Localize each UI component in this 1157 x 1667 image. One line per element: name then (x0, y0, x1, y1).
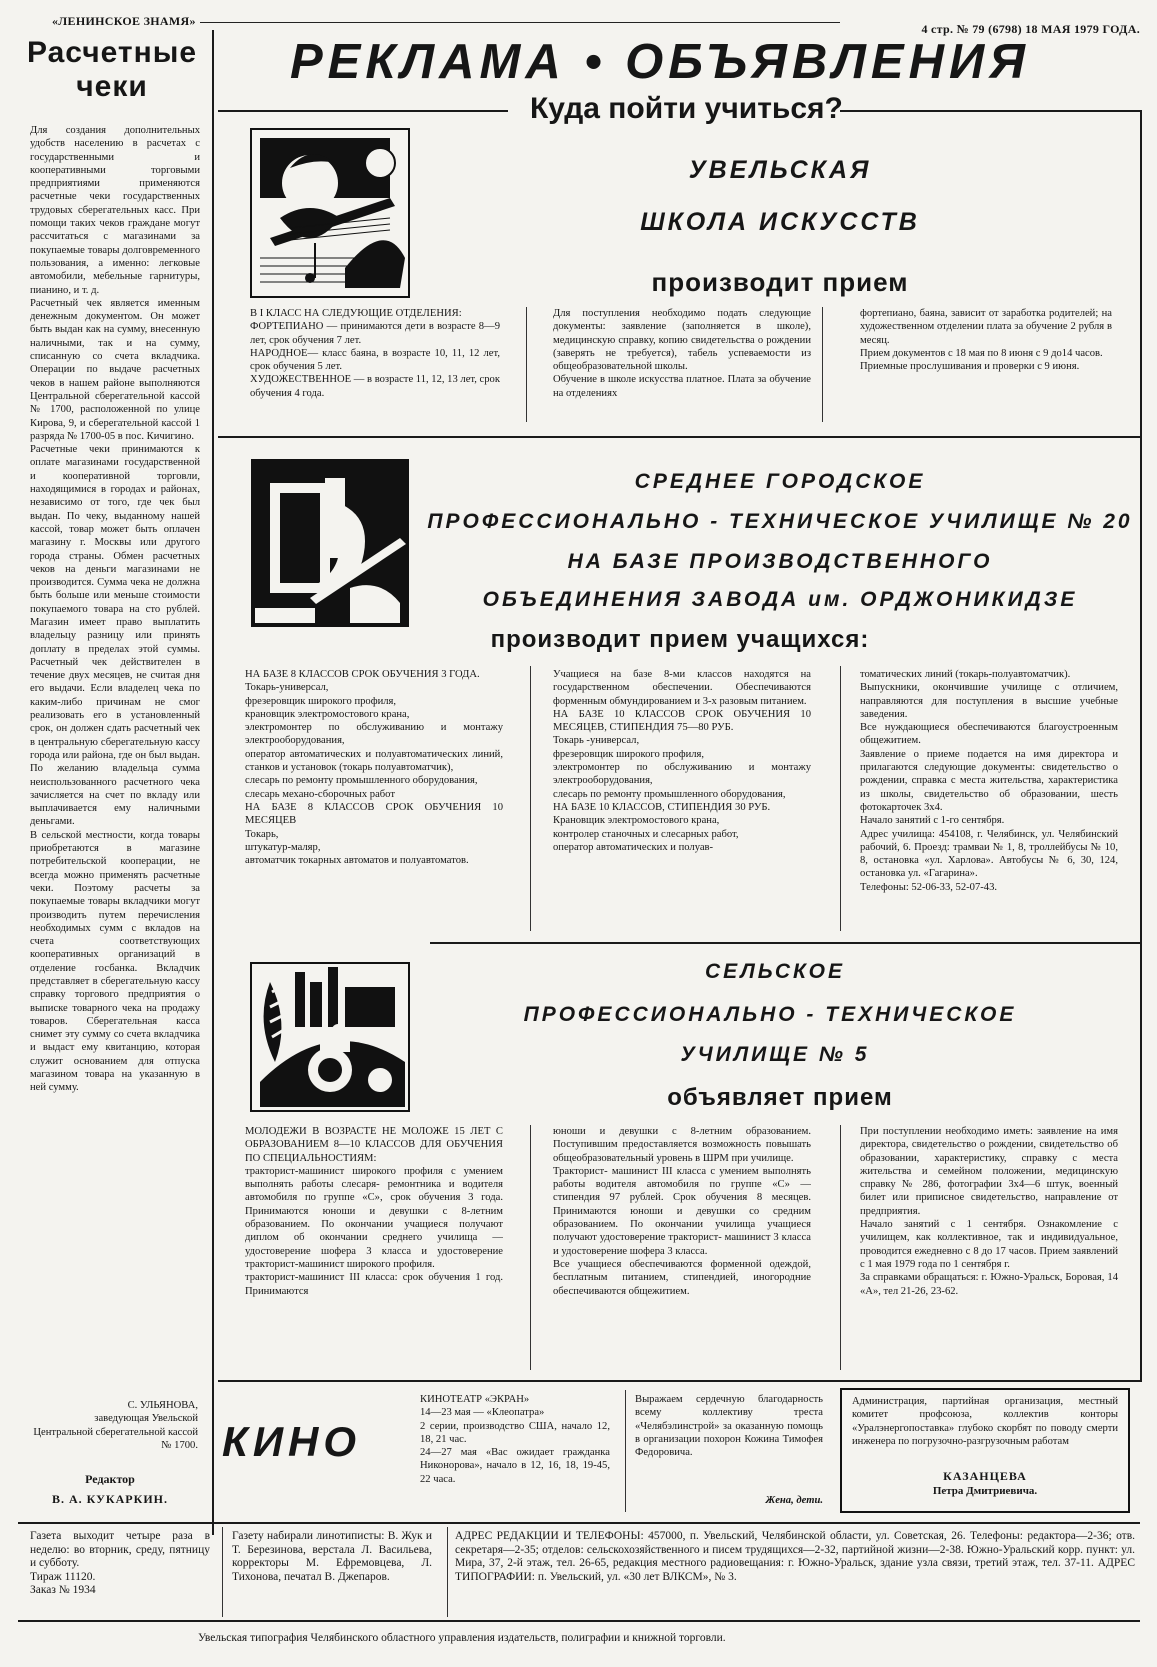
footer-divider-2 (447, 1527, 448, 1617)
art-school-col1: В I КЛАСС НА СЛЕДУЮЩИЕ ОТДЕЛЕНИЯ: ФОРТЕПИАНО — принимаются дети в возрасте 8—9 лет, срок обучения 7 лет. НАРОДНОЕ— класс баяна, в возрасте 10, 11, 12 лет, срок обучения 5 лет. ХУДОЖЕСТВЕННОЕ — в возрасте 11, 12, 13 лет, срок обучения 4 года. (250, 308, 500, 399)
art-school-col3: фортепиано, баяна, зависит от заработка родителей; на художественном отделении плата за обучение 2 рубля в месяц. Прием документов с 18 мая по 8 июня с 9 до14 часов. Приемные прослушивания и проверки с 9 июня. (860, 308, 1112, 373)
rural-school-line2: ПРОФЕССИОНАЛЬНО - ТЕХНИЧЕСКОЕ (523, 1003, 1017, 1026)
condolence-fullname: Петра Дмитриевича. (932, 1485, 1038, 1497)
art-col-divider-2 (822, 307, 823, 422)
condolence-text: Администрация, партийная организация, местный комитет профсоюза, коллектив конторы «Уралэнергопоставка» глубоко скорбят по поводу смерти инженера по погрузочно-разгрузочным работам (852, 1396, 1118, 1447)
column-divider (212, 30, 214, 1535)
city-school-col1: НА БАЗЕ 8 КЛАССОВ СРОК ОБУЧЕНИЯ 3 ГОДА. Токарь-универсал, фрезеровщик широкого профиля, крановщик электромостового крана, электромонтер по обслуживанию и монтажу электрооборудования, оператор автоматических и полуавтоматических линий, станков и установок (токарь полуавтоматчик), слесарь по ремонту промышленного оборудования, слесарь механо-сборочных работ НА БАЗЕ 8 КЛАССОВ СРОК ОБУЧЕНИЯ 10 МЕСЯЦЕВ Токарь, штукатур-маляр, автоматчик токарных автоматов и полуавтоматов. (245, 669, 503, 867)
newspaper-name: «ЛЕНИНСКОЕ ЗНАМЯ» (52, 14, 196, 28)
section-divider-2 (430, 942, 1140, 944)
art-col-divider-1 (526, 307, 527, 422)
rural-school-col1: МОЛОДЕЖИ В ВОЗРАСТЕ НЕ МОЛОЖЕ 15 ЛЕТ С ОБРАЗОВАНИЕМ 8—10 КЛАССОВ ДЛЯ ОБУЧЕНИЯ ПО СПЕЦИАЛЬНОСТИЯМ: тракторист-машинист широкого профиля с умением выполнять работы слесаря- ремонтника и водителя автомобиля по группе «С», срок обучения 3 года. Принимаются юноши и девушки с 8-летним образованием. По окончании учащиеся получают диплом об окончании среднего училища —удостоверение шофера 3 класса и удостоверение тракторист-машинист широкого профиля. тракторист-машинист III класса: срок обучения 1 год. Принимаются (245, 1126, 503, 1297)
kino-heading: КИНО (222, 1418, 362, 1465)
city-col-divider-1 (530, 666, 531, 931)
page-title: РЕКЛАМА • ОБЪЯВЛЕНИЯ (290, 35, 1030, 89)
masthead-rule (200, 22, 840, 23)
condolence-surname: КАЗАНЦЕВА (943, 1469, 1027, 1483)
footer-divider-1 (222, 1527, 223, 1617)
rural-school-admission: объявляет прием (667, 1084, 893, 1111)
rural-school-line3: УЧИЛИЩЕ № 5 (680, 1043, 870, 1066)
footer-bottom-rule (18, 1620, 1140, 1622)
footer-staff: Газету набирали линотиписты: В. Жук и Т. Березинова, верстала Л. Васильева, корректоры М. Ефремовцева, Л. Тихонова, печатал В. Джепаров. (232, 1530, 432, 1583)
city-school-line2: ПРОФЕССИОНАЛЬНО - ТЕХНИЧЕСКОЕ УЧИЛИЩЕ № 20 (427, 510, 1133, 533)
editor-name: В. А. КУКАРКИН. (51, 1492, 168, 1506)
checks-title: Расчетные чеки (26, 36, 198, 103)
thanks-notice: Выражаем сердечную благодарность всему коллективу треста «Челябэлинстрой» за оказанную помощь в организации похорон Кожина Тимофея Федоровича. (635, 1394, 823, 1459)
rural-school-col2: юноши и девушки с 8-летним образованием. Поступившим предоставляется возможность повышать общеобразовательный уровень в ШРМ при училище. Тракторист- машинист III класса с умением выполнять работы водителя автомобиля по группе «С» — стипендия 97 рублей. Срок обучения 8 месяцев. Принимаются юноши и девушки со средним образованием. По окончании училища учащиеся получают удостоверение тракторист- машинист 3 класса и удостоверение шофера 3 класса. Все учащиеся обеспечиваются форменной одеждой, бесплатным питанием, стипендией, иногородние обеспечиваются общежитием. (553, 1126, 811, 1297)
city-school-admission: производит прием учащихся: (490, 626, 870, 653)
art-school-admission: производит прием (651, 267, 909, 297)
checks-article-body: Для создания дополнительных удобств населению в расчетах с государственными и кооперативными торговыми предприятиями применяются расчетные чеки государственных трудовых сберегательных касс. При помощи таких чеков граждане могут рассчитаться с магазинами за покупаемые товары долговременного пользования, а именно: легковые автомобили, мебельные гарнитуры, пианино, и т. д. Расчетный чек является именным денежным документом. Он может быть выдан как на сумму, внесенную наличными, так и на сумму, списанную со счета вкладчика. Операции по выдаче расчетных чеков в нашем районе выполняются Центральной сберегательной кассой № 1700, расположенной по улице Кирова, 9, и сберегательной кассой 1 разряда № 1700-05 в пос. Кичигино. Расчетные чеки принимаются к оплате магазинами государственной и кооперативной торговли, находящимися в городах и районах, независимо от того, где чек был выдан. По чеку, выданному нашей кассой, товар может быть оплачен магазину г. Москвы или другого города страны. Обмен расчетных чеков на деньги магазинами не производится. Сумма чека не должна быть больше или меньше стоимости покупаемого товара на сто рублей. Магазин имеет право выплатить владельцу разницу или принять доплату в пределах этой суммы. Расчетный чек действителен в течение двух месяцев, не считая дня его выдачи. Если владелец чека по каким-либо причинам не смог реализовать его в установленный срок, он должен сдать расчетный чек в центральную сберегательную кассу города или района, где он был выдан. По желанию владельца сумма неиспользованного расчетного чека зачисляется на счет по вкладу или выплачивается ему наличными деньгами. В сельской местности, когда товары приобретаются в магазине потребительской кооперации, не всегда можно применять расчетные чеки. Поэтому расчеты за покупаемые товары вкладчики могут производить путем перечисления необходимых сумм с вкладов на счета соответствующих кооперативных организаций в отделение госбанка. Вкладчик представляет в сберегательную кассу справку торгового предприятия о выписке товарного чека на продажу товаров. Сберегательная касса снимет эту сумму со счета вкладчика и выдаст ему квитанцию, которая служит основанием для отпуска магазином товара на указанную в ней сумму. (30, 125, 200, 1094)
rural-school-col3: При поступлении необходимо иметь: заявление на имя директора, свидетельство о рождении, свидетельство об образовании, характеристику, справку с места жительства и семейном положении, медицинскую справку № 286, фотографии 3х4—6 штук, военный билет или приписное свидетельство, направление от предприятия. Начало занятий с 1 сентября. Ознакомление с училищем, как коллективное, так и индивидуальное, проводится ежедневно с 8 до 17 часов. Прием заявлений с 1 мая 1979 года по 1 сентября г. За справками обращаться: г. Южно-Уральск, Боровая, 14 «А», тел 21-26, 23-62. (860, 1126, 1118, 1297)
city-school-line3: НА БАЗЕ ПРОИЗВОДСТВЕННОГО (567, 550, 993, 573)
city-school-col3: томатических линий (токарь-полуавтоматчик). Выпускники, окончившие училище с отличием, направляются для поступления в высшие учебные заведения. Все нуждающиеся обеспечиваются благоустроенным общежитием. Заявление о приеме подается на имя директора и прилагаются следующие документы: свидетельство о рождении, справка с места жительства, характеристика из школы, свидетельство об образовании, шесть фотокарточек 3х4. Начало занятий с 1-го сентября. Адрес училища: 454108, г. Челябинск, ул. Челябинский рабочий, 6. Проезд: трамваи № 1, 8, троллейбусы № 10, 8, остановка «ул. Харлова». Автобусы № 6, 30, 124, остановка ул. «Гагарина». Телефоны: 52-06-33, 52-07-43. (860, 669, 1118, 893)
ad-box-right-border (1140, 110, 1142, 1380)
ad-box-top-right (840, 110, 1140, 112)
ad-box-bottom (218, 1380, 1142, 1382)
editor-label: Редактор (85, 1472, 135, 1486)
rural-school-line1: СЕЛЬСКОЕ (704, 960, 846, 983)
city-col-divider-2 (840, 666, 841, 931)
art-school-col2: Для поступления необходимо подать следующие документы: заявление (заполняется в школе), медицинскую справку, копию свидетельства о рождении (заверять не требуется), табель успеваемости из общеобразовательной школы. Обучение в школе искусства платное. Плата за обучение на отделениях (553, 308, 811, 399)
footer-schedule: Газета выходит четыре раза в неделю: во вторник, среду, пятницу и субботу. Тираж 11120. Заказ № 1934 (30, 1530, 210, 1596)
city-school-line4: ОБЪЕДИНЕНИЯ ЗАВОДА им. ОРДЖОНИКИДЗЕ (482, 588, 1078, 611)
notices-divider-1 (625, 1390, 626, 1512)
art-school-name-line2: ШКОЛА ИСКУССТВ (640, 208, 920, 236)
footer-address: АДРЕС РЕДАКЦИИ И ТЕЛЕФОНЫ: 457000, п. Увельский, Челябинской области, ул. Советская, 26. Телефоны: редактора—2-36; отв. секретаря—2-35; отделов: сельскохозяйственного и писем трудящихся—2-32, партийной жизни—2-38. Южно-Уральский корр. пункт: ул. Мира, 37, 2-й этаж, тел. 26-65, редакция местного радиовещания: г. Южно-Уральск, здание узла связи, третий этаж, тел. 37-11. АДРЕС ТИПОГРАФИИ: п. Увельский, ул. «30 лет ВЛКСМ», № 3. (455, 1530, 1135, 1583)
rural-col-divider-1 (530, 1125, 531, 1370)
section-divider-1 (218, 436, 1140, 438)
thanks-signature: Жена, дети. (765, 1495, 823, 1506)
trade-school-illustration (250, 458, 410, 628)
cinema-schedule: КИНОТЕАТР «ЭКРАН» 14—23 мая — «Клеопатра» 2 серии, производство США, начало 12, 18, 21 час. 24—27 мая «Вас ожидает гражданка Никонорова», начало в 12, 16, 18, 19-45, 22 часа. (420, 1394, 610, 1485)
music-school-illustration (250, 128, 410, 298)
city-school-col2: Учащиеся на базе 8-ми классов находятся на государственном обеспечении. Обеспечиваются форменным обмундированием и 3-х разовым питанием. НА БАЗЕ 10 КЛАССОВ СРОК ОБУЧЕНИЯ 10 МЕСЯЦЕВ, СТИПЕНДИЯ 75—80 РУБ. Токарь -универсал, фрезеровщик широкого профиля, электромонтер по обслуживанию и монтажу электрооборудования, слесарь по ремонту промышленного оборудования, НА БАЗЕ 10 КЛАССОВ, СТИПЕНДИЯ 30 РУБ. Крановщик электромостового крана, контролер станочных и слесарных работ, оператор автоматических и полуав- (553, 669, 811, 853)
rural-col-divider-2 (840, 1125, 841, 1370)
question-heading: Куда пойти учиться? (530, 92, 843, 125)
printer-line: Увельская типография Челябинского областного управления издательств, полиграфии и книжной торговли. (198, 1632, 726, 1644)
tractor-illustration (250, 962, 410, 1112)
footer-top-rule (18, 1522, 1140, 1524)
issue-line: 4 стр. № 79 (6798) 18 МАЯ 1979 ГОДА. (921, 22, 1140, 36)
art-school-name-line1: УВЕЛЬСКАЯ (688, 156, 872, 184)
city-school-line1: СРЕДНЕЕ ГОРОДСКОЕ (634, 470, 926, 493)
checks-article-signature: С. УЛЬЯНОВА, заведующая Увельской Центральной сберегательной кассой № 1700. (33, 1400, 198, 1451)
ad-box-top-left (218, 110, 508, 112)
